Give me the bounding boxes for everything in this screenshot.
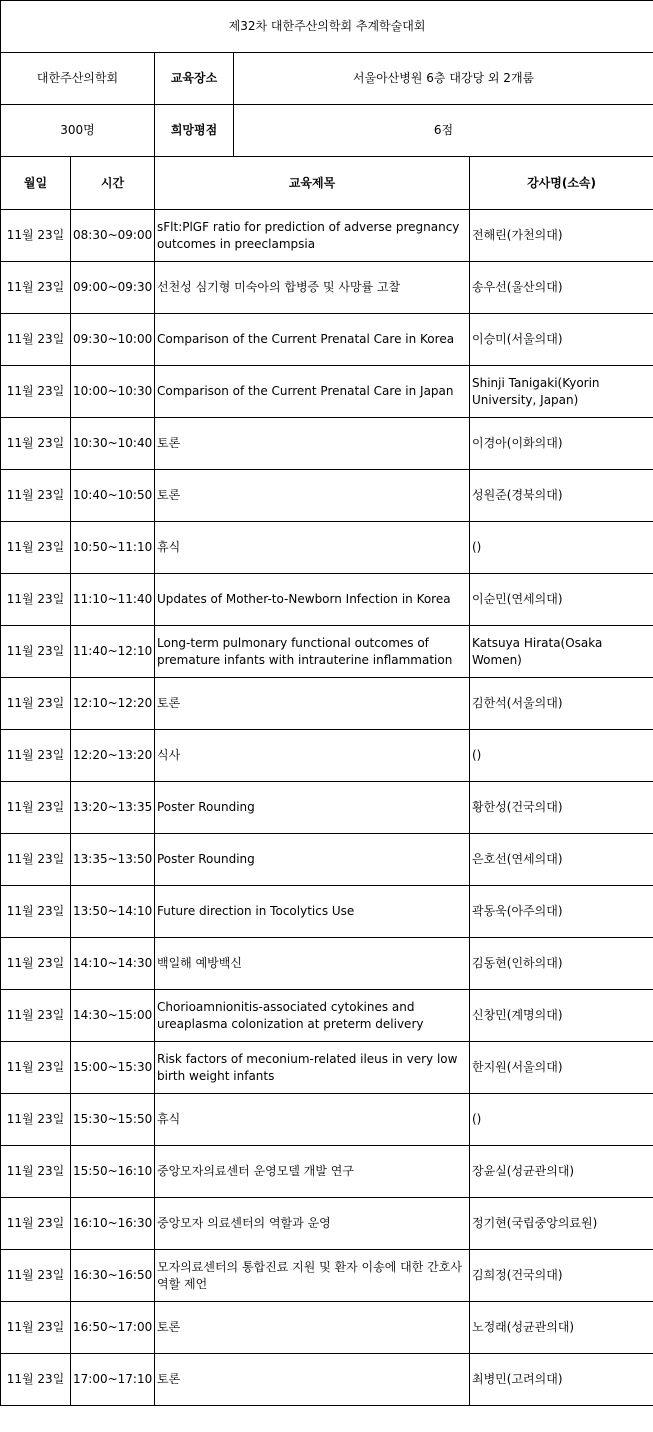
row-date: 11월 23일	[1, 1198, 71, 1250]
row-time: 16:50~17:00	[71, 1302, 155, 1354]
table-row	[1, 366, 653, 418]
table-row	[1, 730, 653, 782]
table-row	[1, 678, 653, 730]
row-lecturer: 성원준(경북의대)	[470, 470, 653, 522]
row-subject: Poster Rounding	[155, 834, 470, 886]
info-row-capacity	[1, 105, 653, 157]
event-title: 제32차 대한주산의학회 추계학술대회	[1, 1, 653, 53]
row-lecturer: 곽동욱(아주의대)	[470, 886, 653, 938]
row-subject: sFlt:PlGF ratio for prediction of adverse pregnancy outcomes in preeclampsia	[155, 210, 470, 262]
table-row	[1, 1146, 653, 1198]
row-date: 11월 23일	[1, 262, 71, 314]
row-time: 16:10~16:30	[71, 1198, 155, 1250]
row-subject: 휴식	[155, 522, 470, 574]
table-row	[1, 626, 653, 678]
row-subject: 토론	[155, 1302, 470, 1354]
row-date: 11월 23일	[1, 574, 71, 626]
row-date: 11월 23일	[1, 314, 71, 366]
row-lecturer: 노정래(성균관의대)	[470, 1302, 653, 1354]
table-row	[1, 1198, 653, 1250]
row-lecturer: ()	[470, 730, 653, 782]
row-subject: Long-term pulmonary functional outcomes of premature infants with intrauterine inflammation	[155, 626, 470, 678]
row-lecturer: 김희정(건국의대)	[470, 1250, 653, 1302]
row-date: 11월 23일	[1, 886, 71, 938]
capacity-value: 300명	[1, 105, 155, 157]
row-subject: 중앙모자 의료센터의 역할과 운영	[155, 1198, 470, 1250]
row-time: 08:30~09:00	[71, 210, 155, 262]
row-date: 11월 23일	[1, 1042, 71, 1094]
row-time: 09:30~10:00	[71, 314, 155, 366]
row-date: 11월 23일	[1, 418, 71, 470]
row-lecturer: 최병민(고려의대)	[470, 1354, 653, 1406]
row-subject: 토론	[155, 1354, 470, 1406]
row-time: 17:00~17:10	[71, 1354, 155, 1406]
row-date: 11월 23일	[1, 210, 71, 262]
row-time: 11:10~11:40	[71, 574, 155, 626]
row-date: 11월 23일	[1, 782, 71, 834]
score-label: 희망평점	[155, 105, 234, 157]
row-time: 16:30~16:50	[71, 1250, 155, 1302]
table-row	[1, 886, 653, 938]
row-time: 12:20~13:20	[71, 730, 155, 782]
table-row	[1, 1354, 653, 1406]
row-date: 11월 23일	[1, 834, 71, 886]
header-subject: 교육제목	[155, 157, 470, 210]
row-time: 10:40~10:50	[71, 470, 155, 522]
location-label: 교육장소	[155, 53, 234, 105]
row-subject: Chorioamnionitis-associated cytokines and ureaplasma colonization at preterm delivery	[155, 990, 470, 1042]
table-row	[1, 262, 653, 314]
row-lecturer: 송우선(울산의대)	[470, 262, 653, 314]
row-time: 13:50~14:10	[71, 886, 155, 938]
row-subject: Poster Rounding	[155, 782, 470, 834]
row-date: 11월 23일	[1, 1302, 71, 1354]
organizer: 대한주산의학회	[1, 53, 155, 105]
table-row	[1, 522, 653, 574]
row-time: 14:10~14:30	[71, 938, 155, 990]
row-date: 11월 23일	[1, 1250, 71, 1302]
row-time: 13:35~13:50	[71, 834, 155, 886]
row-date: 11월 23일	[1, 366, 71, 418]
table-row	[1, 470, 653, 522]
row-date: 11월 23일	[1, 1094, 71, 1146]
row-time: 14:30~15:00	[71, 990, 155, 1042]
row-date: 11월 23일	[1, 626, 71, 678]
row-lecturer: 한지원(서울의대)	[470, 1042, 653, 1094]
row-time: 15:00~15:30	[71, 1042, 155, 1094]
row-time: 09:00~09:30	[71, 262, 155, 314]
row-lecturer: 전해린(가천의대)	[470, 210, 653, 262]
row-subject: 토론	[155, 678, 470, 730]
row-lecturer: Katsuya Hirata(Osaka Women)	[470, 626, 653, 678]
row-lecturer: 장윤실(성균관의대)	[470, 1146, 653, 1198]
table-row	[1, 782, 653, 834]
row-lecturer: 이승미(서울의대)	[470, 314, 653, 366]
table-row	[1, 1042, 653, 1094]
row-lecturer: 은호선(연세의대)	[470, 834, 653, 886]
header-date: 월일	[1, 157, 71, 210]
row-date: 11월 23일	[1, 522, 71, 574]
table-row	[1, 938, 653, 990]
row-subject: Updates of Mother-to-Newborn Infection in Korea	[155, 574, 470, 626]
table-row	[1, 314, 653, 366]
row-subject: 선천성 심기형 미숙아의 합병증 및 사망률 고찰	[155, 262, 470, 314]
row-lecturer: ()	[470, 522, 653, 574]
row-time: 15:30~15:50	[71, 1094, 155, 1146]
row-date: 11월 23일	[1, 1146, 71, 1198]
row-date: 11월 23일	[1, 1354, 71, 1406]
row-time: 15:50~16:10	[71, 1146, 155, 1198]
score-value: 6점	[234, 105, 653, 157]
row-time: 10:30~10:40	[71, 418, 155, 470]
row-subject: Risk factors of meconium-related ileus in very low birth weight infants	[155, 1042, 470, 1094]
row-subject: 모자의료센터의 통합진료 지원 및 환자 이송에 대한 간호사 역할 제언	[155, 1250, 470, 1302]
row-lecturer: 황한성(건국의대)	[470, 782, 653, 834]
location-value: 서울아산병원 6층 대강당 외 2개룸	[234, 53, 653, 105]
row-time: 10:00~10:30	[71, 366, 155, 418]
row-date: 11월 23일	[1, 730, 71, 782]
row-lecturer: 이경아(이화의대)	[470, 418, 653, 470]
table-row	[1, 834, 653, 886]
row-subject: 식사	[155, 730, 470, 782]
header-row	[1, 157, 653, 210]
row-date: 11월 23일	[1, 678, 71, 730]
table-row	[1, 210, 653, 262]
table-row	[1, 574, 653, 626]
row-lecturer: 이순민(연세의대)	[470, 574, 653, 626]
row-subject: Future direction in Tocolytics Use	[155, 886, 470, 938]
row-lecturer: 정기현(국립중앙의료원)	[470, 1198, 653, 1250]
header-lecturer: 강사명(소속)	[470, 157, 653, 210]
table-row	[1, 1094, 653, 1146]
table-row	[1, 418, 653, 470]
row-time: 10:50~11:10	[71, 522, 155, 574]
row-date: 11월 23일	[1, 990, 71, 1042]
row-time: 12:10~12:20	[71, 678, 155, 730]
table-row	[1, 990, 653, 1042]
table-row	[1, 1250, 653, 1302]
row-lecturer: 신창민(계명의대)	[470, 990, 653, 1042]
row-lecturer: ()	[470, 1094, 653, 1146]
header-time: 시간	[71, 157, 155, 210]
row-date: 11월 23일	[1, 938, 71, 990]
title-row	[1, 1, 653, 53]
row-lecturer: 김동현(인하의대)	[470, 938, 653, 990]
row-subject: 휴식	[155, 1094, 470, 1146]
row-date: 11월 23일	[1, 470, 71, 522]
row-lecturer: Shinji Tanigaki(Kyorin University, Japan)	[470, 366, 653, 418]
row-subject: 토론	[155, 418, 470, 470]
row-time: 11:40~12:10	[71, 626, 155, 678]
row-subject: Comparison of the Current Prenatal Care in Japan	[155, 366, 470, 418]
row-lecturer: 김한석(서울의대)	[470, 678, 653, 730]
row-subject: 백일해 예방백신	[155, 938, 470, 990]
row-subject: 토론	[155, 470, 470, 522]
row-time: 13:20~13:35	[71, 782, 155, 834]
info-row-location	[1, 53, 653, 105]
row-subject: 중앙모자의료센터 운영모델 개발 연구	[155, 1146, 470, 1198]
row-subject: Comparison of the Current Prenatal Care in Korea	[155, 314, 470, 366]
table-row	[1, 1302, 653, 1354]
